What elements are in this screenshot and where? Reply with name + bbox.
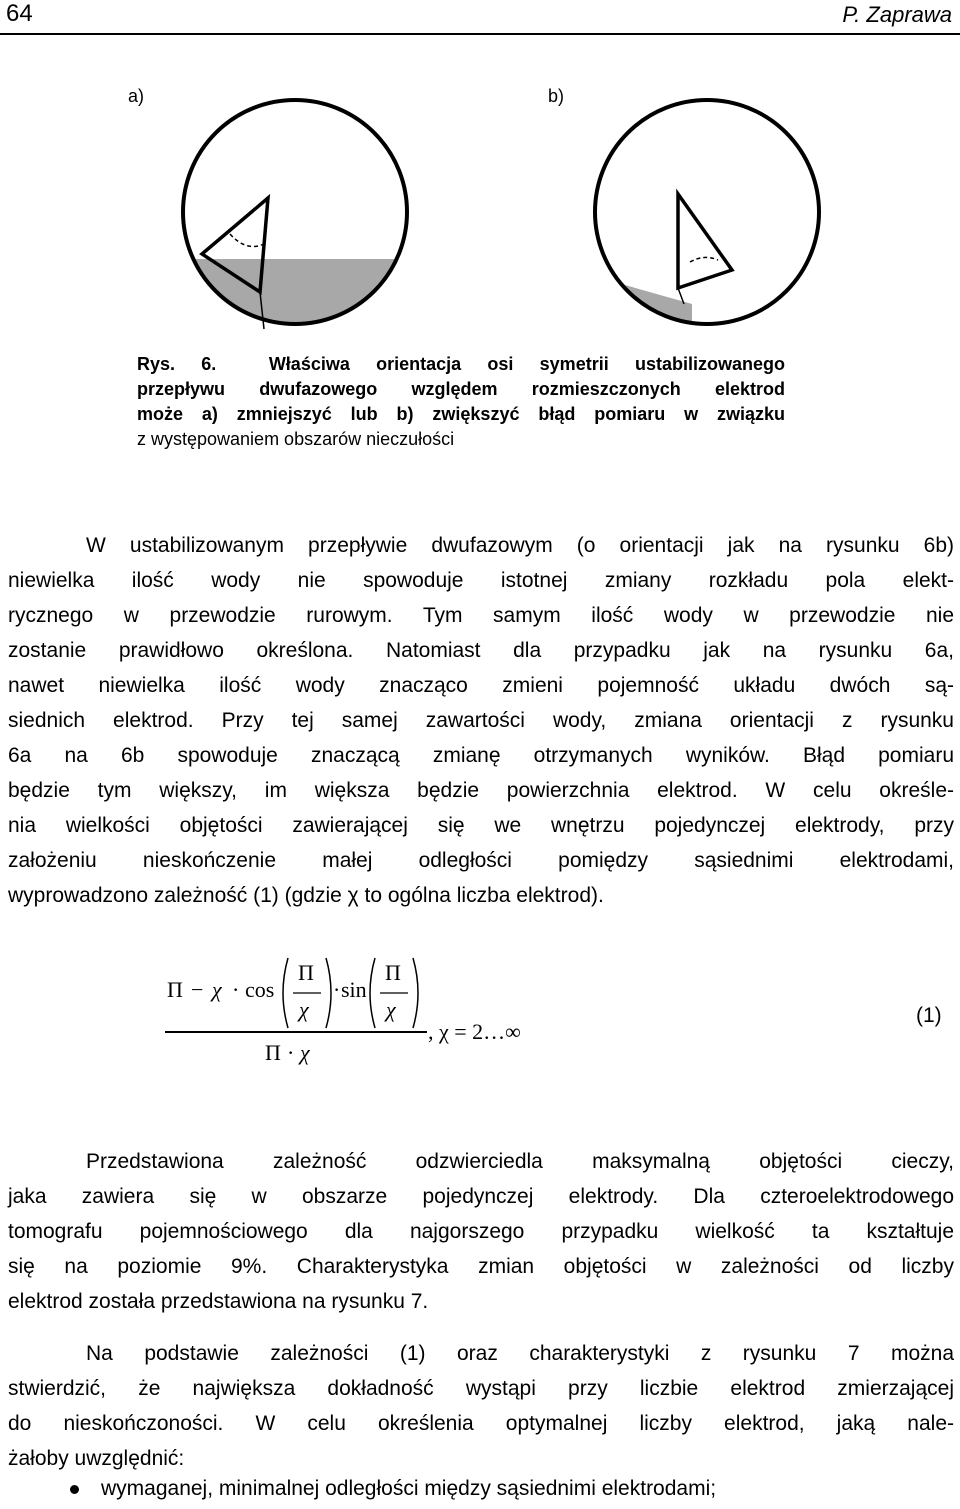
eq-sin: sin <box>341 977 367 1002</box>
eq-cos: cos <box>245 977 275 1002</box>
paragraph-line: jaka zawiera się w obszarze pojedynczej elektrody. Dla czteroelektrodowego <box>8 1185 954 1208</box>
eq-dot-1: · <box>232 977 240 1002</box>
eq-dot-3: · <box>287 1040 295 1065</box>
eq-condition: , χ = 2…∞ <box>428 1019 521 1044</box>
caption-line-4: z występowaniem obszarów nieczułości <box>137 429 455 449</box>
caption-line-2: przepływu dwufazowego względem rozmieszczonych elektrod <box>137 379 785 399</box>
eq-chi-2: χ <box>299 997 309 1022</box>
paragraph-line: wyprowadzono zależność (1) (gdzie χ to ogólna liczba elektrod). <box>8 884 604 907</box>
eq-chi-4: χ <box>300 1040 310 1065</box>
paragraph-line: Przedstawiona zależność odzwierciedla maksymalną objętości cieczy, <box>86 1150 954 1173</box>
paragraph-line: tomografu pojemnościowego dla najgorszego przypadku wielkość ta kształtuje <box>8 1220 954 1243</box>
paragraph-line: do nieskończoności. W celu określenia optymalnej liczby elektrod, jaką nale- <box>8 1412 954 1435</box>
eq-pi-3: Π <box>385 960 401 985</box>
paragraph-line: 6a na 6b spowoduje znaczącą zmianę otrzymanych wyników. Błąd pomiaru <box>8 744 954 767</box>
paragraph-line: nia wielkości objętości zawierającej się we wnętrzu pojedynczej elektrody, przy <box>8 814 954 837</box>
eq-minus: − <box>191 977 204 1002</box>
eq-fraction-bar <box>165 1031 427 1033</box>
paragraph-line: będzie tym większy, im większa będzie powierzchnia elektrod. W celu określe- <box>8 779 954 802</box>
eq-pi-2: Π <box>298 960 314 985</box>
header-rule <box>0 33 960 35</box>
eq-pi-4: Π <box>265 1040 281 1065</box>
paragraph-line: nawet niewielka ilość wody znacząco zmieni pojemność układu dwóch są- <box>8 674 954 697</box>
figure-label-b: b) <box>548 86 565 106</box>
eq-chi-3: χ <box>386 997 396 1022</box>
running-header-author: P. Zaprawa <box>842 2 952 27</box>
paragraph-line: niewielka ilość wody nie spowoduje istotnej zmiany rozkładu pola elekt- <box>8 569 954 592</box>
angle-arc-a <box>230 234 264 246</box>
caption-line-3: może a) zmniejszyć lub b) zwiększyć błąd pomiaru w związku <box>137 404 785 424</box>
eq-dot-2: · <box>333 977 341 1002</box>
figure-caption <box>137 352 785 452</box>
paragraph-line: stwierdzić, że największa dokładność wystąpi przy liczbie elektrod zmierzającej <box>8 1377 954 1400</box>
paragraph-line: W ustabilizowanym przepływie dwufazowym (o orientacji jak na rysunku 6b) <box>86 534 954 557</box>
electrode-sector-b <box>678 194 732 288</box>
paragraph-line: Na podstawie zależności (1) oraz charakterystyki z rysunku 7 można <box>86 1342 954 1365</box>
figure-label-a: a) <box>128 86 145 106</box>
eq-pi-1: Π <box>167 977 183 1002</box>
bullet-item: wymaganej, minimalnej odległości między sąsiednimi elektrodami; <box>101 1477 717 1500</box>
paragraph-line: zostanie prawidłowo określona. Natomiast dla przypadku jak na rysunku 6a, <box>8 639 954 662</box>
paragraph-line: założeniu nieskończenie małej odległości pomiędzy sąsiednimi elektrodami, <box>8 849 954 872</box>
paragraph-line: żałoby uwzględnić: <box>8 1447 185 1470</box>
pipe-diagram-a <box>160 94 430 334</box>
page-number: 64 <box>6 0 33 27</box>
bullet-icon <box>70 1485 79 1494</box>
equation-number: (1) <box>916 1004 942 1027</box>
caption-label: Rys. 6. <box>137 354 217 374</box>
paragraph-line: się na poziomie 9%. Charakterystyka zmian objętości w zależności od liczby <box>8 1255 954 1278</box>
paragraph-line: rycznego w przewodzie rurowym. Tym samym ilość wody w przewodzie nie <box>8 604 954 627</box>
caption-line-1: Właściwa orientacja osi symetrii ustabilizowanego <box>268 354 785 374</box>
paragraph-line: elektrod została przedstawiona na rysunku 7. <box>8 1290 429 1313</box>
eq-chi-1: χ <box>212 977 222 1002</box>
paragraph-line: siednich elektrod. Przy tej samej zawartości wody, zmiana orientacji z rysunku <box>8 709 954 732</box>
pipe-wall-b <box>595 100 819 324</box>
water-region-b <box>572 270 692 334</box>
angle-arc-b <box>690 257 718 262</box>
pipe-diagram-b <box>572 94 842 334</box>
